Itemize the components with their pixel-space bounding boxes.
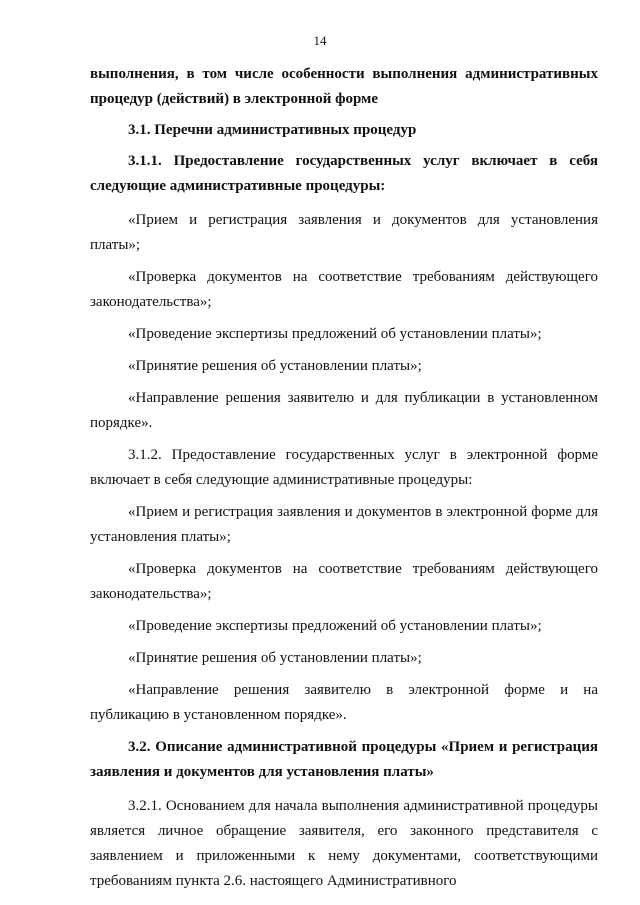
procedure-item-4: «Принятие решения об установлении платы»; (128, 358, 422, 374)
document-body (90, 62, 598, 894)
procedure-item-2: «Проверка документов на соответствие требованиям действующего законодательства»; (90, 269, 598, 310)
paragraph-3-2-1: 3.2.1. Основанием для начала выполнения административной процедуры является личное обращение заявителя, его законного представителя с заявлением и приложенными к нему документами, соответствующими требованиям пункта 2.6. настоящего Административного (90, 798, 598, 889)
paragraph-3-1-1: 3.1.1. Предоставление государственных услуг включает в себя следующие административные процедуры: (90, 153, 598, 194)
section-title-continuation: выполнения, в том числе особенности выполнения административных процедур (действий) в электронной форме (90, 66, 598, 107)
electronic-procedure-item-2: «Проверка документов на соответствие требованиям действующего законодательства»; (90, 561, 598, 602)
electronic-procedure-item-5: «Направление решения заявителю в электронной форме и на публикацию в установленном порядке». (90, 682, 598, 723)
page-number: 14 (313, 33, 327, 48)
heading-3-2: 3.2. Описание административной процедуры «Прием и регистрация заявления и документов для установления платы» (90, 739, 598, 780)
electronic-procedure-item-1: «Прием и регистрация заявления и документов в электронной форме для установления платы»; (90, 504, 598, 545)
procedure-item-3: «Проведение экспертизы предложений об установлении платы»; (128, 326, 542, 342)
procedure-item-1: «Прием и регистрация заявления и документов для установления платы»; (90, 212, 598, 253)
procedure-item-5: «Направление решения заявителю и для публикации в установленном порядке». (90, 390, 598, 431)
electronic-procedure-item-3: «Проведение экспертизы предложений об установлении платы»; (128, 618, 542, 634)
paragraph-3-1-2: 3.1.2. Предоставление государственных услуг в электронной форме включает в себя следующие административные процедуры: (90, 447, 598, 488)
heading-3-1: 3.1. Перечни административных процедур (128, 122, 417, 138)
electronic-procedure-item-4: «Принятие решения об установлении платы»; (128, 650, 422, 666)
